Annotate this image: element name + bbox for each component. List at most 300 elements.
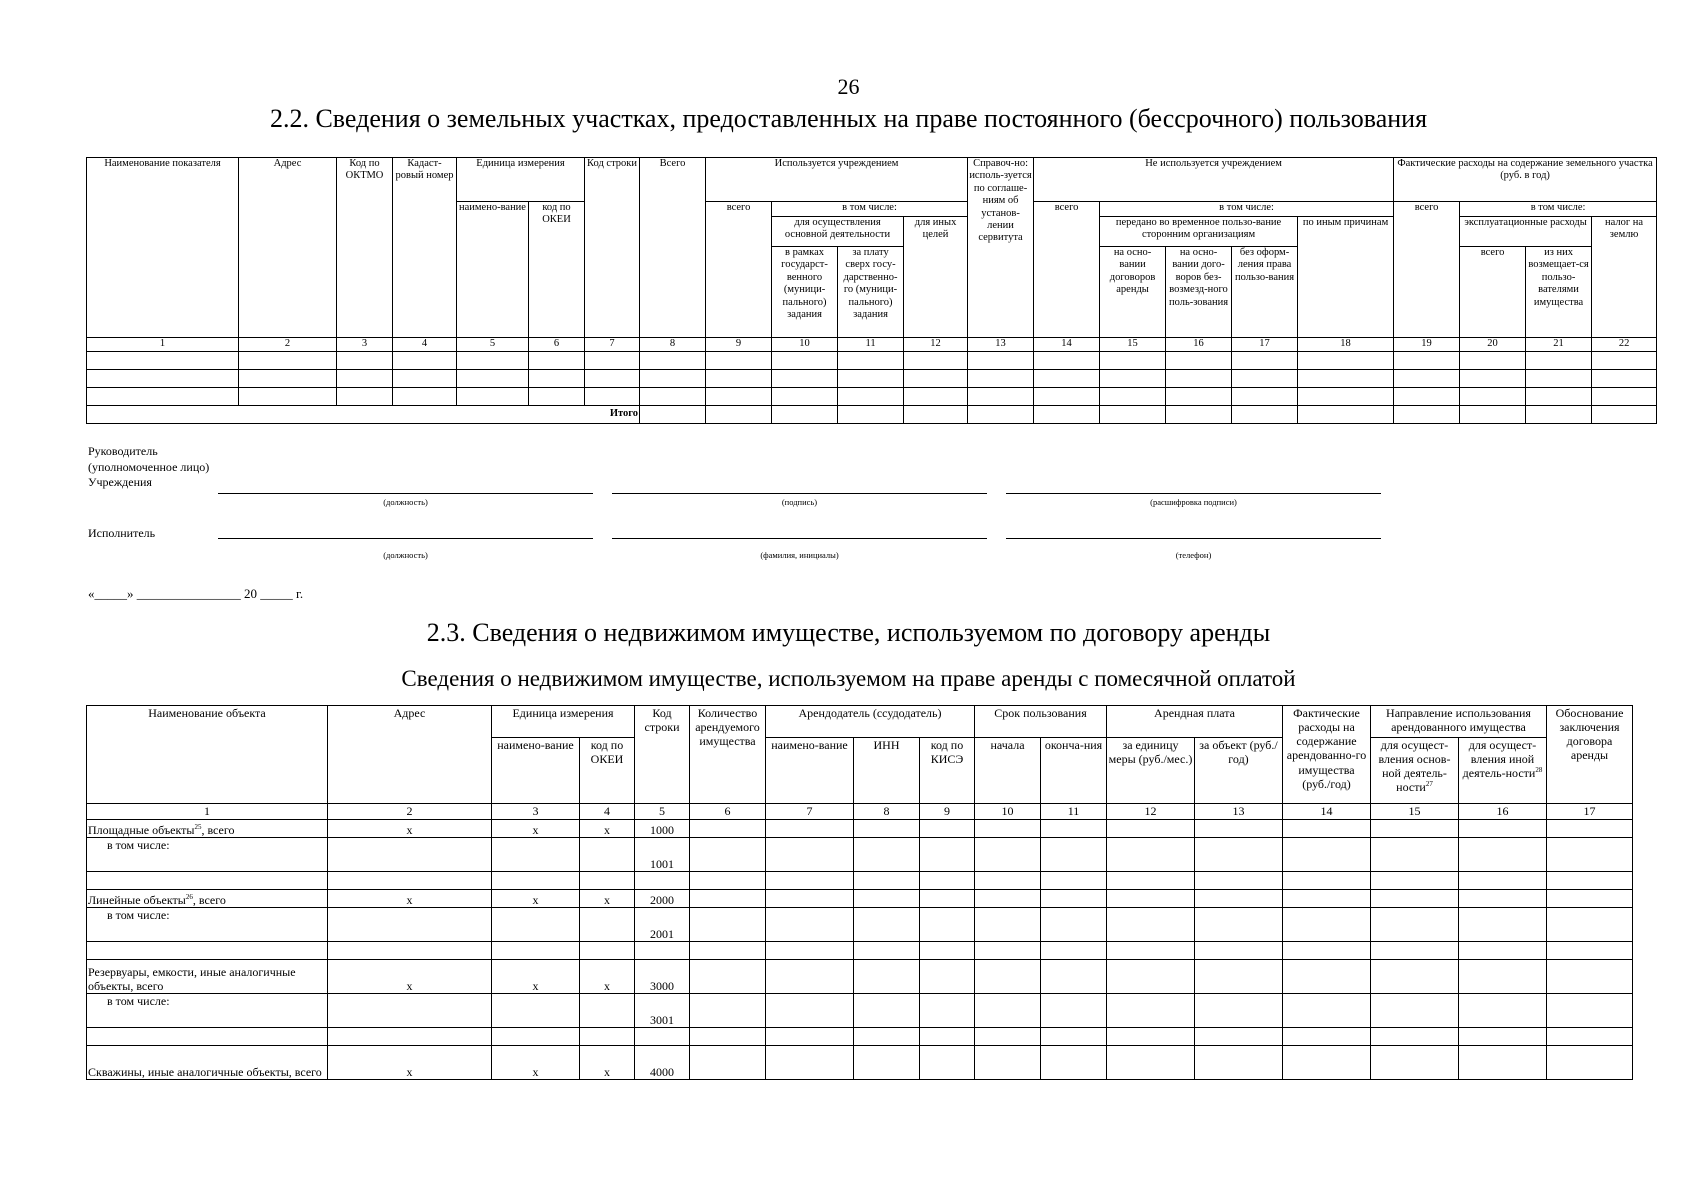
data-cell[interactable] xyxy=(1459,1046,1547,1080)
data-cell[interactable] xyxy=(968,370,1034,388)
data-cell[interactable] xyxy=(87,352,239,370)
data-cell[interactable] xyxy=(975,890,1041,908)
table-row xyxy=(87,1028,1633,1046)
data-cell[interactable] xyxy=(766,942,854,960)
data-cell[interactable] xyxy=(328,838,492,872)
data-cell[interactable] xyxy=(1547,820,1633,838)
data-cell[interactable] xyxy=(580,908,635,942)
total-cell[interactable] xyxy=(1394,406,1460,424)
data-cell[interactable] xyxy=(975,1046,1041,1080)
data-cell[interactable] xyxy=(766,872,854,890)
data-cell[interactable] xyxy=(1460,352,1526,370)
col-operating-header: эксплуатационные расходы xyxy=(1460,217,1592,247)
total-cell[interactable] xyxy=(1100,406,1166,424)
data-cell[interactable] xyxy=(328,994,492,1028)
executor-name-line[interactable] xyxy=(612,538,987,539)
data-cell[interactable] xyxy=(1394,352,1460,370)
data-cell[interactable] xyxy=(1283,994,1371,1028)
data-cell[interactable] xyxy=(1371,908,1459,942)
data-cell[interactable] xyxy=(975,994,1041,1028)
data-cell[interactable] xyxy=(1041,872,1107,890)
col-rent-header: Арендная плата xyxy=(1107,706,1283,738)
executor-position-line[interactable] xyxy=(218,538,593,539)
table-row xyxy=(87,942,1633,960)
column-number: 14 xyxy=(1283,804,1371,820)
data-cell[interactable] xyxy=(1459,960,1547,994)
data-cell[interactable] xyxy=(968,352,1034,370)
data-cell[interactable] xyxy=(766,994,854,1028)
data-cell[interactable] xyxy=(1041,908,1107,942)
total-cell[interactable] xyxy=(1592,406,1657,424)
data-cell[interactable] xyxy=(1107,872,1195,890)
data-cell[interactable] xyxy=(1107,820,1195,838)
data-cell[interactable] xyxy=(580,994,635,1028)
data-cell[interactable] xyxy=(580,838,635,872)
data-cell[interactable] xyxy=(328,1028,492,1046)
data-cell[interactable] xyxy=(690,820,766,838)
data-cell[interactable] xyxy=(1459,942,1547,960)
data-cell[interactable] xyxy=(1547,908,1633,942)
head-signature-line[interactable] xyxy=(612,493,987,494)
data-cell[interactable] xyxy=(580,1028,635,1046)
data-cell[interactable] xyxy=(690,908,766,942)
data-cell[interactable] xyxy=(1547,960,1633,994)
table-row xyxy=(87,352,1657,370)
data-cell[interactable] xyxy=(1459,838,1547,872)
subgroup-row xyxy=(87,994,1633,1028)
col-state-task-header: в рамках государст-венного (муници-пального) задания xyxy=(772,247,838,338)
data-cell[interactable] xyxy=(920,1046,975,1080)
data-cell[interactable] xyxy=(585,370,640,388)
data-cell[interactable] xyxy=(838,370,904,388)
data-cell[interactable] xyxy=(1041,960,1107,994)
column-number: 1 xyxy=(87,804,328,820)
data-cell[interactable] xyxy=(1166,388,1232,406)
incl-label: в том числе: xyxy=(87,994,328,1028)
data-cell[interactable] xyxy=(1107,960,1195,994)
col-kise-header: код по КИСЭ xyxy=(920,738,975,804)
data-cell[interactable] xyxy=(690,890,766,908)
data-cell[interactable] xyxy=(635,942,690,960)
total-cell[interactable] xyxy=(838,406,904,424)
data-cell[interactable] xyxy=(1394,388,1460,406)
column-number: 11 xyxy=(838,338,904,352)
data-cell[interactable] xyxy=(1232,370,1298,388)
data-cell[interactable] xyxy=(1107,1028,1195,1046)
data-cell[interactable] xyxy=(766,960,854,994)
column-number: 16 xyxy=(1459,804,1547,820)
data-cell[interactable] xyxy=(975,838,1041,872)
data-cell[interactable] xyxy=(766,838,854,872)
data-cell[interactable] xyxy=(492,872,580,890)
data-cell[interactable] xyxy=(1371,820,1459,838)
data-cell[interactable] xyxy=(854,890,920,908)
head-signature-decode-line[interactable] xyxy=(1006,493,1381,494)
data-cell[interactable] xyxy=(87,942,328,960)
column-number: 18 xyxy=(1298,338,1394,352)
data-cell[interactable] xyxy=(1371,1028,1459,1046)
data-cell[interactable] xyxy=(1371,890,1459,908)
caption-position-2: (должность) xyxy=(383,550,428,560)
data-cell[interactable] xyxy=(1547,942,1633,960)
data-cell[interactable] xyxy=(1526,388,1592,406)
data-cell[interactable] xyxy=(1041,820,1107,838)
data-cell[interactable] xyxy=(975,942,1041,960)
data-cell[interactable] xyxy=(1547,1046,1633,1080)
data-cell[interactable] xyxy=(690,1046,766,1080)
data-cell[interactable] xyxy=(1232,388,1298,406)
data-cell[interactable] xyxy=(1459,1028,1547,1046)
data-cell[interactable] xyxy=(635,1028,690,1046)
data-cell[interactable] xyxy=(1195,820,1283,838)
data-cell[interactable] xyxy=(1592,352,1657,370)
column-number: 2 xyxy=(328,804,492,820)
col-term-header: Срок пользования xyxy=(975,706,1107,738)
data-cell[interactable] xyxy=(1034,388,1100,406)
data-cell[interactable] xyxy=(1371,960,1459,994)
group-name: Резервуары, емкости, иные аналогичные объекты, всего xyxy=(87,960,328,994)
data-cell[interactable] xyxy=(1283,890,1371,908)
caption-signature: (подпись) xyxy=(781,497,818,507)
data-cell[interactable] xyxy=(690,994,766,1028)
data-cell[interactable] xyxy=(457,370,529,388)
data-cell[interactable] xyxy=(1107,908,1195,942)
data-cell[interactable] xyxy=(640,352,706,370)
data-cell[interactable] xyxy=(920,908,975,942)
data-cell[interactable] xyxy=(1195,942,1283,960)
data-cell[interactable] xyxy=(640,388,706,406)
data-cell[interactable] xyxy=(1460,388,1526,406)
mark-cell: х xyxy=(328,820,492,838)
data-cell[interactable] xyxy=(1100,388,1166,406)
column-number: 6 xyxy=(690,804,766,820)
data-cell[interactable] xyxy=(457,352,529,370)
data-cell[interactable] xyxy=(328,872,492,890)
data-cell[interactable] xyxy=(904,352,968,370)
data-cell[interactable] xyxy=(1195,1028,1283,1046)
data-cell[interactable] xyxy=(854,1028,920,1046)
col-name-header: Наименование показателя xyxy=(87,158,239,338)
data-cell[interactable] xyxy=(580,942,635,960)
total-label: Итого xyxy=(87,406,640,424)
column-number: 11 xyxy=(1041,804,1107,820)
data-cell[interactable] xyxy=(975,872,1041,890)
col-unit-name-header: наимено-вание xyxy=(457,202,529,338)
data-cell[interactable] xyxy=(772,388,838,406)
data-cell[interactable] xyxy=(1547,994,1633,1028)
data-cell[interactable] xyxy=(1107,1046,1195,1080)
column-number: 15 xyxy=(1100,338,1166,352)
data-cell[interactable] xyxy=(580,872,635,890)
row-code: 4000 xyxy=(635,1046,690,1080)
column-number: 5 xyxy=(635,804,690,820)
data-cell[interactable] xyxy=(1041,890,1107,908)
data-cell[interactable] xyxy=(239,370,337,388)
data-cell[interactable] xyxy=(1041,1046,1107,1080)
data-cell[interactable] xyxy=(457,388,529,406)
data-cell[interactable] xyxy=(1283,872,1371,890)
data-cell[interactable] xyxy=(1034,352,1100,370)
data-cell[interactable] xyxy=(1283,838,1371,872)
data-cell[interactable] xyxy=(1394,370,1460,388)
land-plots-table xyxy=(86,157,1657,424)
total-cell[interactable] xyxy=(1298,406,1394,424)
column-number: 3 xyxy=(492,804,580,820)
data-cell[interactable] xyxy=(492,994,580,1028)
col-used-incl-header: в том числе: xyxy=(772,202,968,217)
data-cell[interactable] xyxy=(920,890,975,908)
data-cell[interactable] xyxy=(328,908,492,942)
data-cell[interactable] xyxy=(854,942,920,960)
data-cell[interactable] xyxy=(1166,352,1232,370)
data-cell[interactable] xyxy=(706,388,772,406)
data-cell[interactable] xyxy=(1298,370,1394,388)
data-cell[interactable] xyxy=(854,820,920,838)
group-total-row xyxy=(87,890,1633,908)
data-cell[interactable] xyxy=(854,908,920,942)
data-cell[interactable] xyxy=(1547,838,1633,872)
col-basis-header: Обоснование заключения договора аренды xyxy=(1547,706,1633,804)
col-land-tax-header: налог на землю xyxy=(1592,217,1657,338)
data-cell[interactable] xyxy=(1283,1028,1371,1046)
data-cell[interactable] xyxy=(920,838,975,872)
data-cell[interactable] xyxy=(1459,890,1547,908)
data-cell[interactable] xyxy=(706,352,772,370)
data-cell[interactable] xyxy=(968,388,1034,406)
data-cell[interactable] xyxy=(1592,388,1657,406)
data-cell[interactable] xyxy=(1371,872,1459,890)
data-cell[interactable] xyxy=(1459,908,1547,942)
data-cell[interactable] xyxy=(1107,838,1195,872)
data-cell[interactable] xyxy=(854,994,920,1028)
data-cell[interactable] xyxy=(1041,942,1107,960)
col-row-code-header-2: Код строки xyxy=(635,706,690,804)
data-cell[interactable] xyxy=(854,838,920,872)
data-cell[interactable] xyxy=(87,1028,328,1046)
total-cell[interactable] xyxy=(1232,406,1298,424)
data-cell[interactable] xyxy=(337,388,393,406)
data-cell[interactable] xyxy=(1041,994,1107,1028)
data-cell[interactable] xyxy=(1298,388,1394,406)
data-cell[interactable] xyxy=(920,994,975,1028)
col-unit-name-header-2: наимено-вание xyxy=(492,738,580,804)
column-number: 8 xyxy=(854,804,920,820)
data-cell[interactable] xyxy=(492,942,580,960)
data-cell[interactable] xyxy=(766,820,854,838)
data-cell[interactable] xyxy=(393,370,457,388)
col-not-used-all-header: всего xyxy=(1034,202,1100,338)
data-cell[interactable] xyxy=(529,388,585,406)
mark-cell: х xyxy=(492,890,580,908)
data-cell[interactable] xyxy=(492,838,580,872)
data-cell[interactable] xyxy=(1195,872,1283,890)
data-cell[interactable] xyxy=(854,1046,920,1080)
data-cell[interactable] xyxy=(766,1046,854,1080)
data-cell[interactable] xyxy=(1283,908,1371,942)
data-cell[interactable] xyxy=(772,370,838,388)
data-cell[interactable] xyxy=(87,388,239,406)
total-cell[interactable] xyxy=(1460,406,1526,424)
data-cell[interactable] xyxy=(975,908,1041,942)
data-cell[interactable] xyxy=(1107,890,1195,908)
data-cell[interactable] xyxy=(766,1028,854,1046)
data-cell[interactable] xyxy=(1034,370,1100,388)
data-cell[interactable] xyxy=(1283,942,1371,960)
data-cell[interactable] xyxy=(975,820,1041,838)
total-cell[interactable] xyxy=(1034,406,1100,424)
data-cell[interactable] xyxy=(640,370,706,388)
data-cell[interactable] xyxy=(838,388,904,406)
col-direction-main-header: для осущест-вления основ-ной деятель-ности$^{27}$ xyxy=(1371,738,1459,804)
data-cell[interactable] xyxy=(1459,820,1547,838)
data-cell[interactable] xyxy=(1107,942,1195,960)
head-position-line[interactable] xyxy=(218,493,593,494)
data-cell[interactable] xyxy=(975,960,1041,994)
total-cell[interactable] xyxy=(772,406,838,424)
col-rent-object-header: за объект (руб./год) xyxy=(1195,738,1283,804)
data-cell[interactable] xyxy=(239,352,337,370)
col-actual-costs-header: Фактические расходы на содержание земельного участка (руб. в год) xyxy=(1394,158,1657,202)
data-cell[interactable] xyxy=(1283,960,1371,994)
data-cell[interactable] xyxy=(1547,890,1633,908)
data-cell[interactable] xyxy=(87,872,328,890)
row-code: 2001 xyxy=(635,908,690,942)
data-cell[interactable] xyxy=(920,960,975,994)
col-direction-header: Направление использования арендованного имущества xyxy=(1371,706,1547,738)
data-cell[interactable] xyxy=(1195,994,1283,1028)
data-cell[interactable] xyxy=(585,388,640,406)
mark-cell: х xyxy=(580,1046,635,1080)
data-cell[interactable] xyxy=(1041,838,1107,872)
data-cell[interactable] xyxy=(838,352,904,370)
data-cell[interactable] xyxy=(1195,838,1283,872)
total-cell[interactable] xyxy=(904,406,968,424)
data-cell[interactable] xyxy=(529,370,585,388)
col-address-header: Адрес xyxy=(239,158,337,338)
column-number: 22 xyxy=(1592,338,1657,352)
total-cell[interactable] xyxy=(640,406,706,424)
data-cell[interactable] xyxy=(1547,1028,1633,1046)
data-cell[interactable] xyxy=(920,820,975,838)
column-number: 16 xyxy=(1166,338,1232,352)
data-cell[interactable] xyxy=(920,1028,975,1046)
data-cell[interactable] xyxy=(766,908,854,942)
caption-position-1: (должность) xyxy=(383,497,428,507)
data-cell[interactable] xyxy=(1195,1046,1283,1080)
data-cell[interactable] xyxy=(1283,1046,1371,1080)
data-cell[interactable] xyxy=(1460,370,1526,388)
executor-phone-line[interactable] xyxy=(1006,538,1381,539)
col-quantity-header: Количество арендуемого имущества xyxy=(690,706,766,804)
column-number: 3 xyxy=(337,338,393,352)
data-cell[interactable] xyxy=(635,872,690,890)
data-cell[interactable] xyxy=(585,352,640,370)
data-cell[interactable] xyxy=(690,838,766,872)
data-cell[interactable] xyxy=(1371,994,1459,1028)
data-cell[interactable] xyxy=(337,370,393,388)
data-cell[interactable] xyxy=(772,352,838,370)
subgroup-row xyxy=(87,838,1633,872)
group-total-row xyxy=(87,1046,1633,1080)
column-number: 12 xyxy=(1107,804,1195,820)
mark-cell: х xyxy=(492,1046,580,1080)
data-cell[interactable] xyxy=(1195,908,1283,942)
data-cell[interactable] xyxy=(1195,960,1283,994)
data-cell[interactable] xyxy=(1298,352,1394,370)
col-lease-header: на осно-вании договоров аренды xyxy=(1100,247,1166,338)
data-cell[interactable] xyxy=(1371,838,1459,872)
group-name: Площадные объекты$^{25}$, всего xyxy=(87,820,328,838)
column-number: 9 xyxy=(706,338,772,352)
data-cell[interactable] xyxy=(766,890,854,908)
data-cell[interactable] xyxy=(239,388,337,406)
total-cell[interactable] xyxy=(1526,406,1592,424)
data-cell[interactable] xyxy=(1100,352,1166,370)
row-code: 2000 xyxy=(635,890,690,908)
data-cell[interactable] xyxy=(393,388,457,406)
column-number: 10 xyxy=(772,338,838,352)
data-cell[interactable] xyxy=(1592,370,1657,388)
data-cell[interactable] xyxy=(904,370,968,388)
data-cell[interactable] xyxy=(1195,890,1283,908)
data-cell[interactable] xyxy=(690,960,766,994)
data-cell[interactable] xyxy=(492,1028,580,1046)
data-cell[interactable] xyxy=(854,960,920,994)
data-cell[interactable] xyxy=(690,1028,766,1046)
total-cell[interactable] xyxy=(706,406,772,424)
data-cell[interactable] xyxy=(690,872,766,890)
data-cell[interactable] xyxy=(328,942,492,960)
data-cell[interactable] xyxy=(1041,1028,1107,1046)
data-cell[interactable] xyxy=(1371,942,1459,960)
data-cell[interactable] xyxy=(1526,370,1592,388)
col-other-reasons-header: по иным причинам xyxy=(1298,217,1394,338)
data-cell[interactable] xyxy=(1459,994,1547,1028)
page-number: 26 xyxy=(837,74,860,99)
data-cell[interactable] xyxy=(1166,370,1232,388)
total-cell[interactable] xyxy=(968,406,1034,424)
data-cell[interactable] xyxy=(1283,820,1371,838)
col-not-used-incl-header: в том числе: xyxy=(1100,202,1394,217)
data-cell[interactable] xyxy=(1107,994,1195,1028)
executor-label: Исполнитель xyxy=(88,526,156,540)
data-cell[interactable] xyxy=(337,352,393,370)
leased-property-table xyxy=(86,705,1633,1080)
data-cell[interactable] xyxy=(920,942,975,960)
data-cell[interactable] xyxy=(854,872,920,890)
data-cell[interactable] xyxy=(904,388,968,406)
data-cell[interactable] xyxy=(1526,352,1592,370)
data-cell[interactable] xyxy=(1547,872,1633,890)
data-cell[interactable] xyxy=(393,352,457,370)
data-cell[interactable] xyxy=(1371,1046,1459,1080)
data-cell[interactable] xyxy=(492,908,580,942)
data-cell[interactable] xyxy=(690,942,766,960)
data-cell[interactable] xyxy=(706,370,772,388)
total-cell[interactable] xyxy=(1166,406,1232,424)
data-cell[interactable] xyxy=(920,872,975,890)
column-number: 19 xyxy=(1394,338,1460,352)
data-cell[interactable] xyxy=(1100,370,1166,388)
data-cell[interactable] xyxy=(1459,872,1547,890)
data-cell[interactable] xyxy=(87,370,239,388)
mark-cell: х xyxy=(492,960,580,994)
data-cell[interactable] xyxy=(1232,352,1298,370)
caption-name: (фамилия, инициалы) xyxy=(760,550,839,560)
data-cell[interactable] xyxy=(975,1028,1041,1046)
data-cell[interactable] xyxy=(529,352,585,370)
column-number: 4 xyxy=(580,804,635,820)
